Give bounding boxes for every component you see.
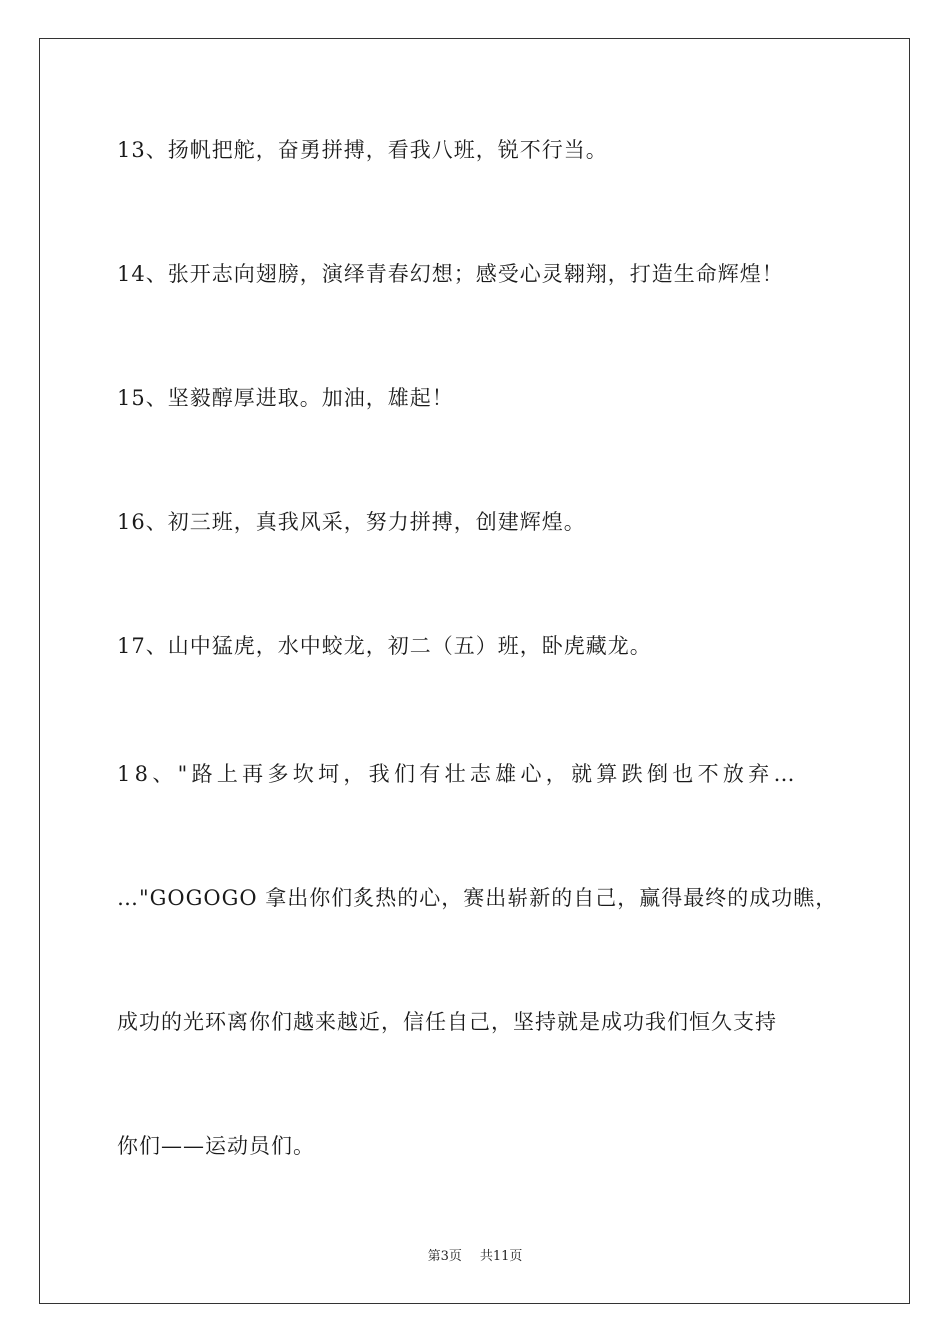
page-footer — [0, 1248, 950, 1266]
page-total: 共11页 — [479, 1249, 523, 1264]
slogan-line-18-part1: 18、"路上再多坎坷，我们有壮志雄心，就算跌倒也不放弃… — [117, 762, 799, 786]
slogan-line-15: 15、坚毅醇厚进取。加油，雄起！ — [117, 386, 454, 410]
slogan-line-13: 13、扬帆把舵，奋勇拼搏，看我八班，锐不行当。 — [117, 138, 608, 162]
slogan-line-18-part3: 成功的光环离你们越来越近，信任自己，坚持就是成功我们恒久支持 — [117, 1010, 777, 1034]
page-border — [39, 38, 910, 1304]
slogan-line-18-part2: …"GOGOGO 拿出你们炙热的心，赛出崭新的自己，赢得最终的成功瞧， — [117, 886, 838, 910]
page-number: 第3页 — [427, 1249, 462, 1264]
slogan-line-14: 14、张开志向翅膀，演绎青春幻想；感受心灵翱翔，打造生命辉煌！ — [117, 262, 784, 286]
slogan-line-18-part4: 你们——运动员们。 — [117, 1134, 315, 1158]
slogan-line-16: 16、初三班，真我风采，努力拼搏，创建辉煌。 — [117, 510, 586, 534]
slogan-line-17: 17、山中猛虎，水中蛟龙，初二（五）班，卧虎藏龙。 — [117, 634, 652, 658]
